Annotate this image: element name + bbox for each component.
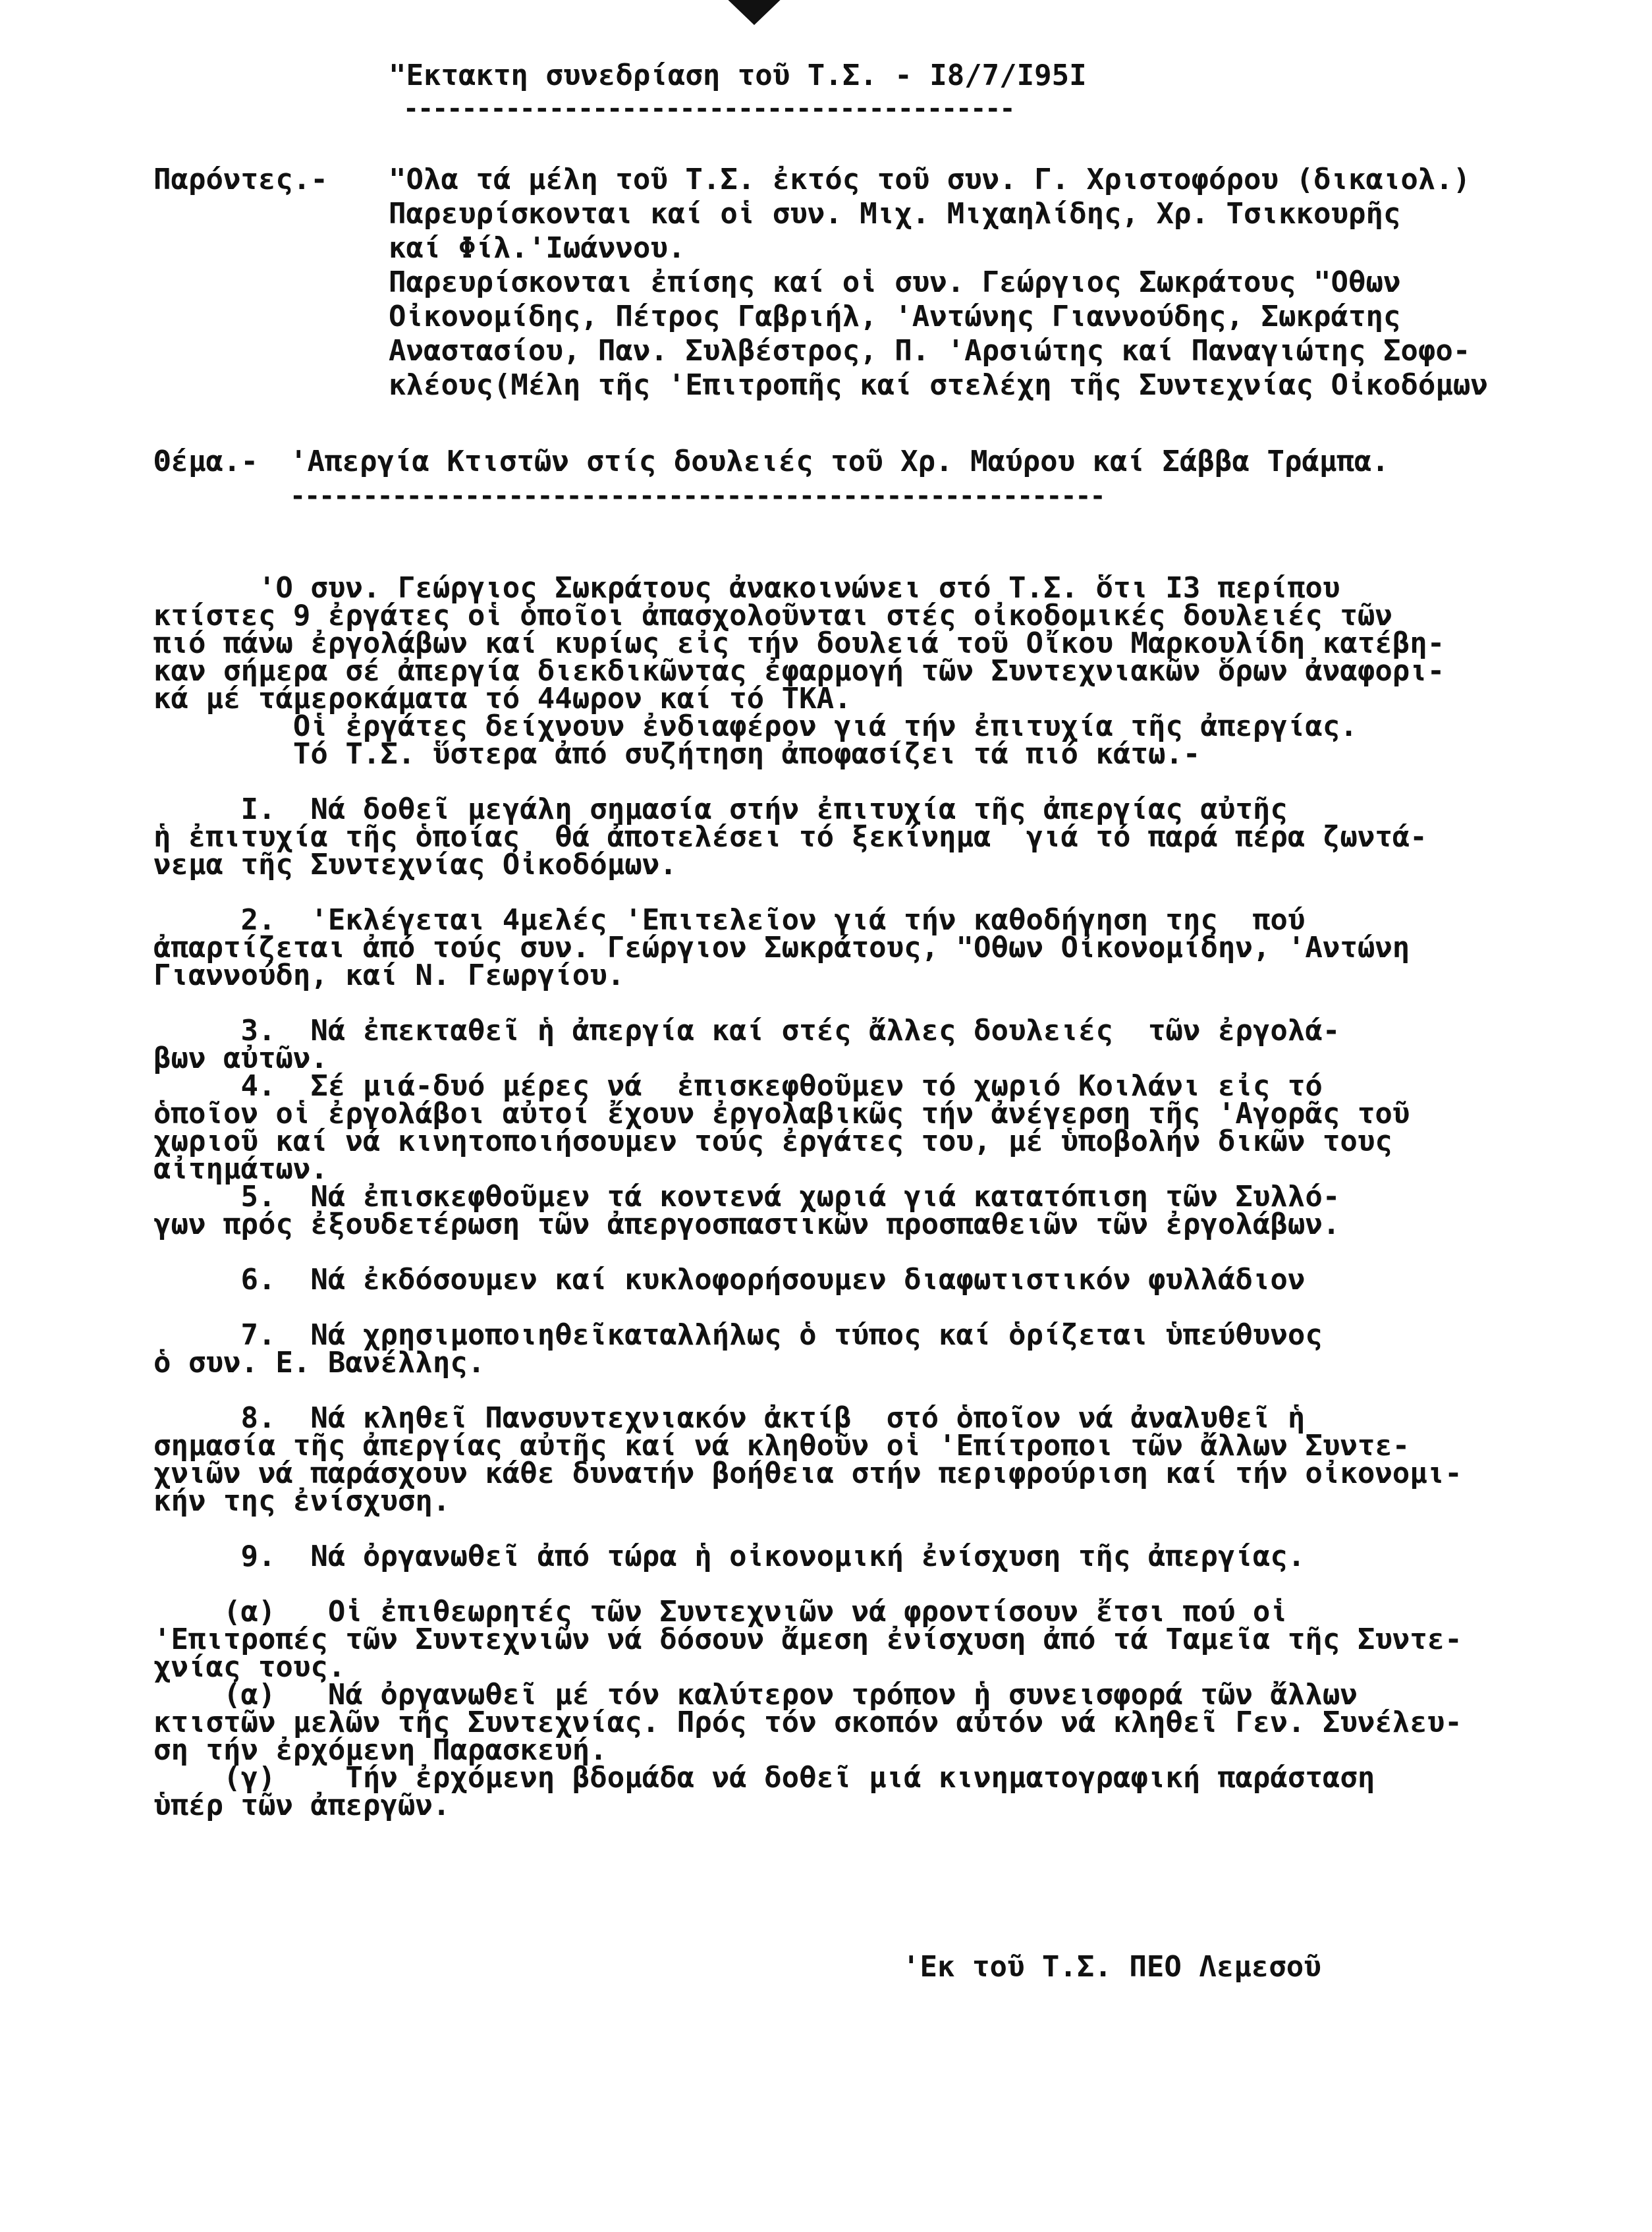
- body-line: σημασία τῆς ἀπεργίας αὐτῆς καί νά κληθοῦν οἱ 'Επίτροποι τῶν ἄλλων Συντε-: [153, 1429, 1410, 1463]
- body-line: Γιαννούδη, καί Ν. Γεωργίου.: [153, 959, 625, 992]
- body-line: 6. Νά ἐκδόσουμεν καί κυκλοφορήσουμεν διαφωτιστικόν φυλλάδιον: [153, 1263, 1306, 1297]
- body-line: 7. Νά χρησιμοποιηθεῖκαταλλήλως ὁ τύπος καί ὁρίζεται ὑπεύθυνος: [153, 1318, 1323, 1352]
- body-line: 'Ο συν. Γεώργιος Σωκράτους ἀνακοινώνει στό Τ.Σ. ὅτι Ι3 περίπου: [153, 571, 1340, 605]
- present-label: Παρόντες.-: [153, 163, 328, 196]
- present-line: καί Φίλ.'Ιωάννου.: [389, 231, 686, 265]
- body-line: καν σήμερα σέ ἀπεργία διεκδικῶντας ἐφαρμογή τῶν Συντεχνιακῶν ὅρων ἀναφορι-: [153, 654, 1445, 688]
- present-line: Αναστασίου, Παν. Συλβέστρος, Π. 'Αρσιώτης καί Παναγιώτης Σοφο-: [389, 334, 1471, 368]
- body-line: (α) Νά ὀργανωθεῖ μέ τόν καλύτερον τρόπον ἡ συνεισφορά τῶν ἄλλων: [153, 1678, 1358, 1712]
- present-line: Οἰκονομίδης, Πέτρος Γαβριήλ, 'Αντώνης Γιαννούδης, Σωκράτης: [389, 300, 1401, 333]
- signature: 'Εκ τοῦ Τ.Σ. ΠΕΟ Λεμεσοῦ: [902, 1950, 1321, 1984]
- subject-underline: --------------------------------------------------------: [290, 481, 1105, 511]
- body-line: βων αὐτῶν.: [153, 1042, 328, 1075]
- body-line: (γ) Τήν ἐρχόμενη βδομάδα νά δοθεῖ μιά κινηματογραφική παράσταση: [153, 1761, 1375, 1795]
- body-line: χνιῶν νά παράσχουν κάθε δυνατήν βοήθεια στήν περιφρούριση καί τήν οἰκονομι-: [153, 1457, 1462, 1490]
- present-line: Παρευρίσκονται καί οἱ συν. Μιχ. Μιχαηλίδης, Χρ. Τσικκουρῆς: [389, 197, 1401, 231]
- body-line: νεμα τῆς Συντεχνίας Οἰκοδόμων.: [153, 848, 677, 881]
- body-line: ὁποῖον οἱ ἐργολάβοι αὐτοί ἔχουν ἐργολαβικῶς τήν ἀνέγερση τῆς 'Αγορᾶς τοῦ: [153, 1097, 1410, 1130]
- body-line: γων πρός ἐξουδετέρωση τῶν ἀπεργοσπαστικῶν προσπαθειῶν τῶν ἐργολάβων.: [153, 1208, 1340, 1241]
- body-line: ση τήν ἐρχόμενη Παρασκευή.: [153, 1733, 607, 1767]
- body-line: ὁ συν. Ε. Βανέλλης.: [153, 1346, 485, 1380]
- body-line: πιό πάνω ἐργολάβων καί κυρίως εἰς τήν δουλειά τοῦ Οἴκου Μαρκουλίδη κατέβη-: [153, 627, 1445, 660]
- subject-label: Θέμα.-: [153, 445, 258, 478]
- body-line: 'Επιτροπές τῶν Συντεχνιῶν νά δόσουν ἄμεση ἐνίσχυση ἀπό τά Ταμεῖα τῆς Συντε-: [153, 1623, 1462, 1656]
- body-line: Οἱ ἐργάτες δείχνουν ἐνδιαφέρον γιά τήν ἐπιτυχία τῆς ἀπεργίας.: [153, 710, 1358, 743]
- body-line: 8. Νά κληθεῖ Πανσυντεχνιακόν ἀκτίβ στό ὁποῖον νά ἀναλυθεῖ ἡ: [153, 1401, 1306, 1435]
- body-line: 5. Νά ἐπισκεφθοῦμεν τά κοντενά χωριά γιά κατατόπιση τῶν Συλλό-: [153, 1180, 1340, 1214]
- body-line: Τό Τ.Σ. ὕστερα ἀπό συζήτηση ἀποφασίζει τά πιό κάτω.-: [153, 737, 1201, 771]
- body-line: κά μέ τάμεροκάματα τό 44ωρον καί τό ΤΚΑ.: [153, 682, 852, 715]
- body-line: ἀπαρτίζεται ἀπό τούς συν. Γεώργιον Σωκράτους, "Οθων Οἰκονομίδην, 'Αντώνη: [153, 931, 1410, 964]
- body-line: Ι. Νά δοθεῖ μεγάλη σημασία στήν ἐπιτυχία τῆς ἀπεργίας αὐτῆς: [153, 793, 1288, 826]
- present-line: Παρευρίσκονται ἐπίσης καί οἱ συν. Γεώργιος Σωκράτους "Οθων: [389, 265, 1401, 299]
- body-line: 2. 'Εκλέγεται 4μελές 'Επιτελεῖον γιά τήν καθοδήγηση της πού: [153, 903, 1306, 937]
- punch-marker: [721, 0, 787, 25]
- title-underline: ------------------------------------------: [403, 94, 1014, 124]
- body-line: 4. Σέ μιά-δυό μέρες νά ἐπισκεφθοῦμεν τό χωριό Κοιλάνι εἰς τό: [153, 1069, 1323, 1103]
- document-title: "Εκτακτη συνεδρίαση τοῦ Τ.Σ. - Ι8/7/Ι95Ι: [389, 59, 1087, 92]
- body-line: κτίστες 9 ἐργάτες οἱ ὁποῖοι ἀπασχολοῦνται στές οἰκοδομικές δουλειές τῶν: [153, 599, 1392, 632]
- body-line: αἰτημάτων.: [153, 1152, 328, 1186]
- body-line: 3. Νά ἐπεκταθεῖ ἡ ἀπεργία καί στές ἄλλες δουλειές τῶν ἐργολά-: [153, 1014, 1340, 1047]
- subject-text: 'Απεργία Κτιστῶν στίς δουλειές τοῦ Χρ. Μαύρου καί Σάββα Τράμπα.: [290, 445, 1389, 478]
- body-line: χωριοῦ καί νά κινητοποιήσουμεν τούς ἐργάτες του, μέ ὑποβολήν δικῶν τους: [153, 1125, 1392, 1158]
- body-line: (α) Οἱ ἐπιθεωρητές τῶν Συντεχνιῶν νά φροντίσουν ἔτσι πού οἱ: [153, 1595, 1288, 1629]
- present-line: "Ολα τά μέλη τοῦ Τ.Σ. ἐκτός τοῦ συν. Γ. Χριστοφόρου (δικαιολ.): [389, 163, 1471, 196]
- body-line: ἡ ἐπιτυχία τῆς ὁποίας θά ἀποτελέσει τό ξεκίνημα γιά τό παρά πέρα ζωντά-: [153, 820, 1427, 854]
- body-line: κήν της ἐνίσχυση.: [153, 1484, 451, 1518]
- body-line: κτιστῶν μελῶν τῆς Συντεχνίας. Πρός τόν σκοπόν αὐτόν νά κληθεῖ Γεν. Συνέλευ-: [153, 1706, 1462, 1739]
- body-line: ὑπέρ τῶν ἀπεργῶν.: [153, 1789, 451, 1822]
- body-line: 9. Νά ὀργανωθεῖ ἀπό τώρα ἡ οἰκονομική ἐνίσχυση τῆς ἀπεργίας.: [153, 1540, 1306, 1573]
- present-line: κλέους(Μέλη τῆς 'Επιτροπῆς καί στελέχη τῆς Συντεχνίας Οἰκοδόμων: [389, 368, 1488, 402]
- body-line: χνίας τους.: [153, 1650, 346, 1684]
